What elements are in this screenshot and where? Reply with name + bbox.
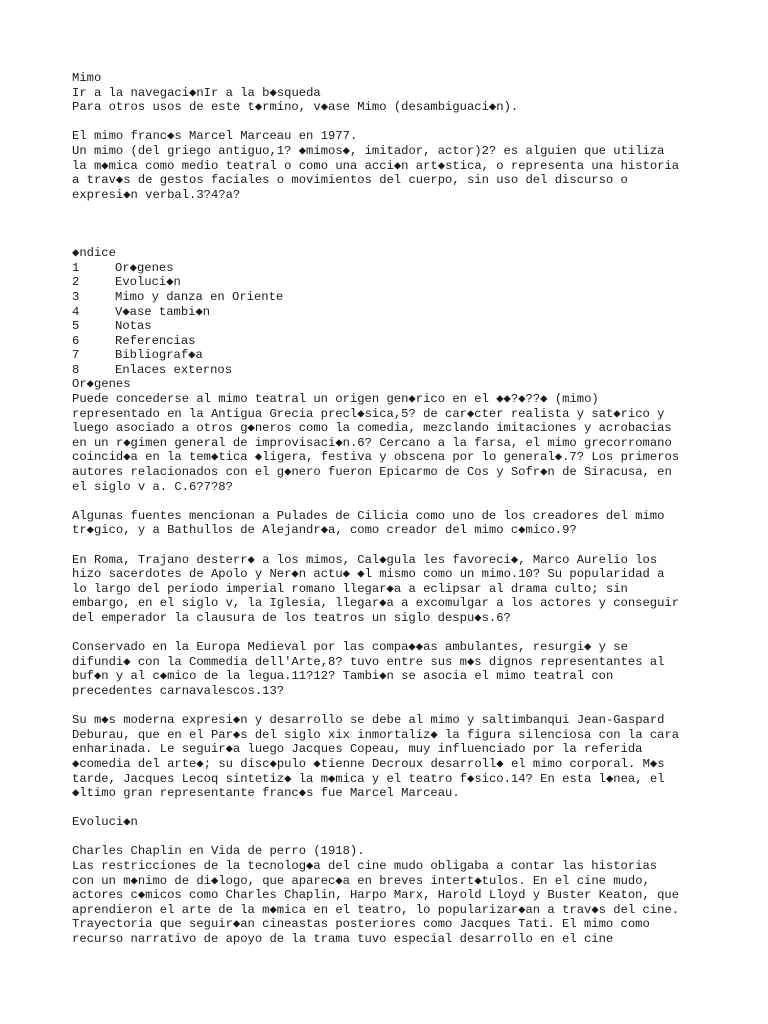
text-line: actores c◆micos como Charles Chaplin, Harpo Marx, Harold Lloyd y Buster Keaton, que: [72, 888, 680, 903]
text-line: la m◆mica como medio teatral o como una acci◆n art◆stica, o representa una historia: [72, 158, 680, 173]
text-line: aprendieron el arte de la m◆mica en el teatro, lo popularizar◆an a trav◆s del cine.: [72, 902, 680, 917]
section-heading-evolucion: Evoluci◆n: [72, 815, 138, 830]
text-line: expresi◆n verbal.3?4?a?: [72, 187, 241, 202]
paragraph: [72, 859, 732, 947]
text-line: Puede concederse al mimo teatral un origen gen◆rico en el ◆◆?◆??◆ (mimo): [72, 392, 599, 407]
toc-item[interactable]: [72, 290, 732, 305]
toc-item[interactable]: [72, 348, 732, 363]
toc-heading: ◆ndice: [72, 246, 116, 261]
toc-label: Evoluci◆n: [115, 275, 181, 290]
toc-item[interactable]: [72, 275, 732, 290]
text-line: Un mimo (del griego antiguo,1? ◆mimos◆, imitador, actor)2? es alguien que utiliza: [72, 143, 665, 158]
toc-number: 6: [72, 333, 80, 348]
image-caption: El mimo franc◆s Marcel Marceau en 1977.: [72, 129, 358, 144]
toc-number: 7: [72, 348, 80, 363]
text-line: recurso narrativo de apoyo de la trama tuvo especial desarrollo en el cine: [72, 932, 614, 947]
document-body: [72, 71, 732, 947]
toc-label: Bibliograf◆a: [115, 348, 203, 363]
paragraph: [72, 713, 732, 801]
text-line: Las restricciones de la tecnolog◆a del cine mudo obligaba a contar las historias: [72, 859, 658, 874]
toc-label: Notas: [115, 319, 152, 334]
text-line: Su m◆s moderna expresi◆n y desarrollo se debe al mimo y saltimbanqui Jean-Gaspard: [72, 713, 665, 728]
text-line: tr◆gico, y a Bathullos de Alejandr◆a, como creador del mimo c◆mico.9?: [72, 523, 577, 538]
text-line: representado en la Antigua Grecia precl◆sica,5? de car◆cter realista y sat◆rico y: [72, 406, 665, 421]
image-caption: Charles Chaplin en Vida de perro (1918).: [72, 844, 365, 859]
text-line: Trayectoria que seguir◆an cineastas posteriores como Jacques Tati. El mimo como: [72, 917, 650, 932]
page-title: Mimo: [72, 71, 102, 85]
text-line: embargo, en el siglo v, la Iglesia, llegar◆a a excomulgar a los actores y conseguir: [72, 596, 680, 611]
text-line: ◆ltimo gran representante franc◆s fue Marcel Marceau.: [72, 786, 460, 801]
toc-number: 8: [72, 362, 80, 377]
text-line: difundi◆ con la Commedia dell'Arte,8? tuvo entre sus m◆s dignos representantes al: [72, 654, 665, 669]
text-line: En Roma, Trajano desterr◆ a los mimos, Cal◆gula les favoreci◆, Marco Aurelio los: [72, 552, 658, 567]
text-line: en un r◆gimen general de improvisaci◆n.6? Cercano a la farsa, el mimo grecorromano: [72, 435, 672, 450]
toc-label: Enlaces externos: [115, 362, 233, 377]
text-line: luego asociado a otros g◆neros como la comedia, mezclando imitaciones y acrobacias: [72, 421, 672, 436]
text-line: precedentes carnavalescos.13?: [72, 683, 285, 698]
text-line: autores relacionados con el g◆nero fueron Epicarmo de Cos y Sofr◆n de Siracusa, en: [72, 465, 672, 480]
text-line: ◆comedia del arte◆; su disc◆pulo ◆tienne Decroux desarroll◆ el mimo corporal. M◆s: [72, 756, 665, 771]
text-line: enharinada. Le seguir◆a luego Jacques Copeau, muy influenciado por la referida: [72, 742, 643, 757]
text-line: hizo sacerdotes de Apolo y Ner◆n actu◆ ◆l mismo como un mimo.10? Su popularidad a: [72, 567, 665, 582]
toc-number: 1: [72, 260, 80, 275]
text-line: Conservado en la Europa Medieval por las compa◆◆as ambulantes, resurgi◆ y se: [72, 640, 628, 655]
text-line: Algunas fuentes mencionan a Pulades de Cilicia como uno de los creadores del mimo: [72, 508, 665, 523]
disambiguation-note: Para otros usos de este t◆rmino, v◆ase Mimo (desambiguaci◆n).: [72, 100, 519, 115]
intro-paragraph: [72, 144, 732, 202]
toc-label: Mimo y danza en Oriente: [115, 289, 284, 304]
paragraph: [72, 509, 732, 538]
text-line: coincid◆a en la tem◆tica ◆ligera, festiva y obscena por lo general◆.7? Los primeros: [72, 450, 680, 465]
toc-number: 4: [72, 304, 80, 319]
paragraph: [72, 392, 732, 494]
toc-number: 3: [72, 289, 80, 304]
toc-number: 5: [72, 319, 80, 334]
toc-item[interactable]: [72, 334, 732, 349]
toc-item[interactable]: [72, 363, 732, 378]
toc-label: Referencias: [115, 333, 196, 348]
text-line: Deburau, que en el Par◆s del siglo xix inmortaliz◆ la figura silenciosa con la cara: [72, 727, 680, 742]
section-heading-origenes: Or◆genes: [72, 377, 131, 392]
text-line: el siglo v a. C.6?7?8?: [72, 479, 233, 494]
navigation-links: Ir a la navegaci◆nIr a la b◆squeda: [72, 85, 321, 100]
text-line: del emperador la clausura de los teatros un siglo despu◆s.6?: [72, 610, 511, 625]
toc-label: Or◆genes: [115, 260, 174, 275]
toc-item[interactable]: [72, 261, 732, 276]
text-line: buf◆n y al c◆mico de la legua.11?12? Tambi◆n se asocia el mimo teatral con: [72, 669, 614, 684]
text-line: a trav◆s de gestos faciales o movimientos del cuerpo, sin uso del discurso o: [72, 173, 628, 188]
paragraph: [72, 553, 732, 626]
toc-item[interactable]: [72, 305, 732, 320]
text-line: con un m◆nimo de di◆logo, que aparec◆a en breves intert◆tulos. En el cine mudo,: [72, 873, 650, 888]
table-of-contents: [72, 261, 732, 378]
toc-label: V◆ase tambi◆n: [115, 304, 211, 319]
paragraph: [72, 640, 732, 698]
text-line: tarde, Jacques Lecoq sintetiz◆ la m◆mica y el teatro f◆sico.14? En esta l◆nea, el: [72, 771, 665, 786]
toc-number: 2: [72, 275, 80, 290]
text-line: lo largo del periodo imperial romano llegar◆a a eclipsar al drama culto; sin: [72, 581, 628, 596]
toc-item[interactable]: [72, 319, 732, 334]
